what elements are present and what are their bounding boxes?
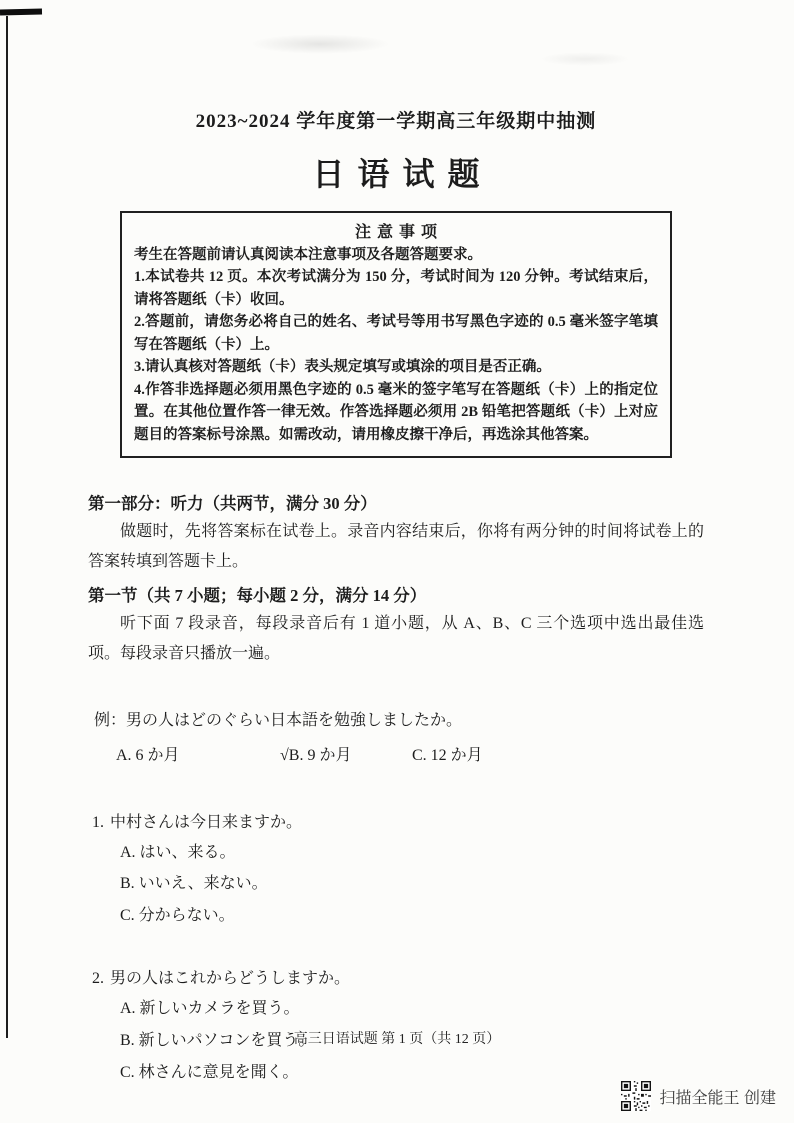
- question-2-stem: 男の人はこれからどうしますか。: [110, 969, 351, 987]
- example-question-text: 例：男の人はどのぐらい日本語を勉強しましたか。: [94, 711, 463, 729]
- question-2-text: [88, 965, 704, 988]
- question-2-option-c: C. 林さんに意見を聞く。: [120, 1063, 299, 1081]
- question-2-number: 2.: [92, 969, 104, 987]
- part1-intro: 做题时，先将答案标在试卷上。录音内容结束后，你将有两分钟的时间将试卷上的答案转填到答题卡上。: [88, 523, 704, 570]
- question-1-option-b: B. いいえ、来ない。: [120, 875, 268, 893]
- example-question: [88, 707, 704, 765]
- page-title: 日语试题: [312, 156, 493, 192]
- exam-session-title: 2023~2024 学年度第一学期高三年级期中抽测: [195, 111, 597, 132]
- question-2: [88, 965, 704, 1083]
- notice-intro: 考生在答题前请认真阅读本注意事项及各题答题要求。: [134, 247, 482, 263]
- question-2-option-b: B. 新しいパソコンを買う。: [120, 1031, 315, 1049]
- question-1-option-a: A. はい、来る。: [120, 843, 236, 861]
- notice-title: 注意事项: [354, 224, 443, 241]
- question-1: [88, 809, 704, 927]
- section1-intro: 听下面 7 段录音，每段录音后有 1 道小题，从 A、B、C 三个选项中选出最佳选项。每段录音只播放一遍。: [88, 615, 704, 662]
- question-1-option-c: C. 分からない。: [120, 907, 235, 925]
- question-1-text: [88, 809, 704, 832]
- question-1-number: 1.: [92, 813, 104, 831]
- page-footer: 高三日语试题 第 1 页（共 12 页）: [293, 1032, 501, 1047]
- question-2-option-a: A. 新しいカメラを買う。: [120, 999, 300, 1017]
- camscanner-watermark: [621, 1081, 776, 1111]
- notice-item-1: 1.本试卷共 12 页。本次考试满分为 150 分，考试时间为 120 分钟。考试结束后，请将答题纸（卡）收回。: [134, 269, 658, 308]
- example-option-b: √B. 9 か月: [280, 746, 352, 764]
- part1-heading: 第一部分：听力（共两节，满分 30 分）: [88, 494, 377, 514]
- scan-corner-mark: [0, 9, 42, 16]
- example-options: [88, 742, 704, 765]
- section1-heading: 第一节（共 7 小题；每小题 2 分，满分 14 分）: [88, 586, 427, 606]
- scan-smudge: [540, 52, 630, 66]
- notice-item-3: 3.请认真核对答题纸（卡）表头规定填写或填涂的项目是否正确。: [134, 359, 551, 376]
- notice-box: [120, 211, 672, 458]
- watermark-text: 扫描全能王 创建: [659, 1089, 776, 1107]
- example-option-a: A. 6 か月: [116, 746, 180, 764]
- scan-edge-line: [6, 16, 8, 1038]
- notice-item-2: 2.答题前，请您务必将自己的姓名、考试号等用书写黑色字迹的 0.5 毫米签字笔填写在答题纸（卡）上。: [134, 314, 658, 353]
- example-option-c: C. 12 か月: [412, 746, 483, 764]
- question-1-stem: 中村さんは今日来ますか。: [110, 813, 303, 831]
- scan-smudge: [250, 34, 390, 54]
- notice-item-4: 4.作答非选择题必须用黑色字迹的 0.5 毫米的签字笔写在答题纸（卡）上的指定位置。在其他位置作答一律无效。作答选择题必须用 2B 铅笔把答题纸（卡）上对应题目的答案标号涂黑。如需改动，请用橡皮擦干净后，再选涂其他答案。: [134, 381, 658, 443]
- qr-code-icon: [621, 1081, 651, 1111]
